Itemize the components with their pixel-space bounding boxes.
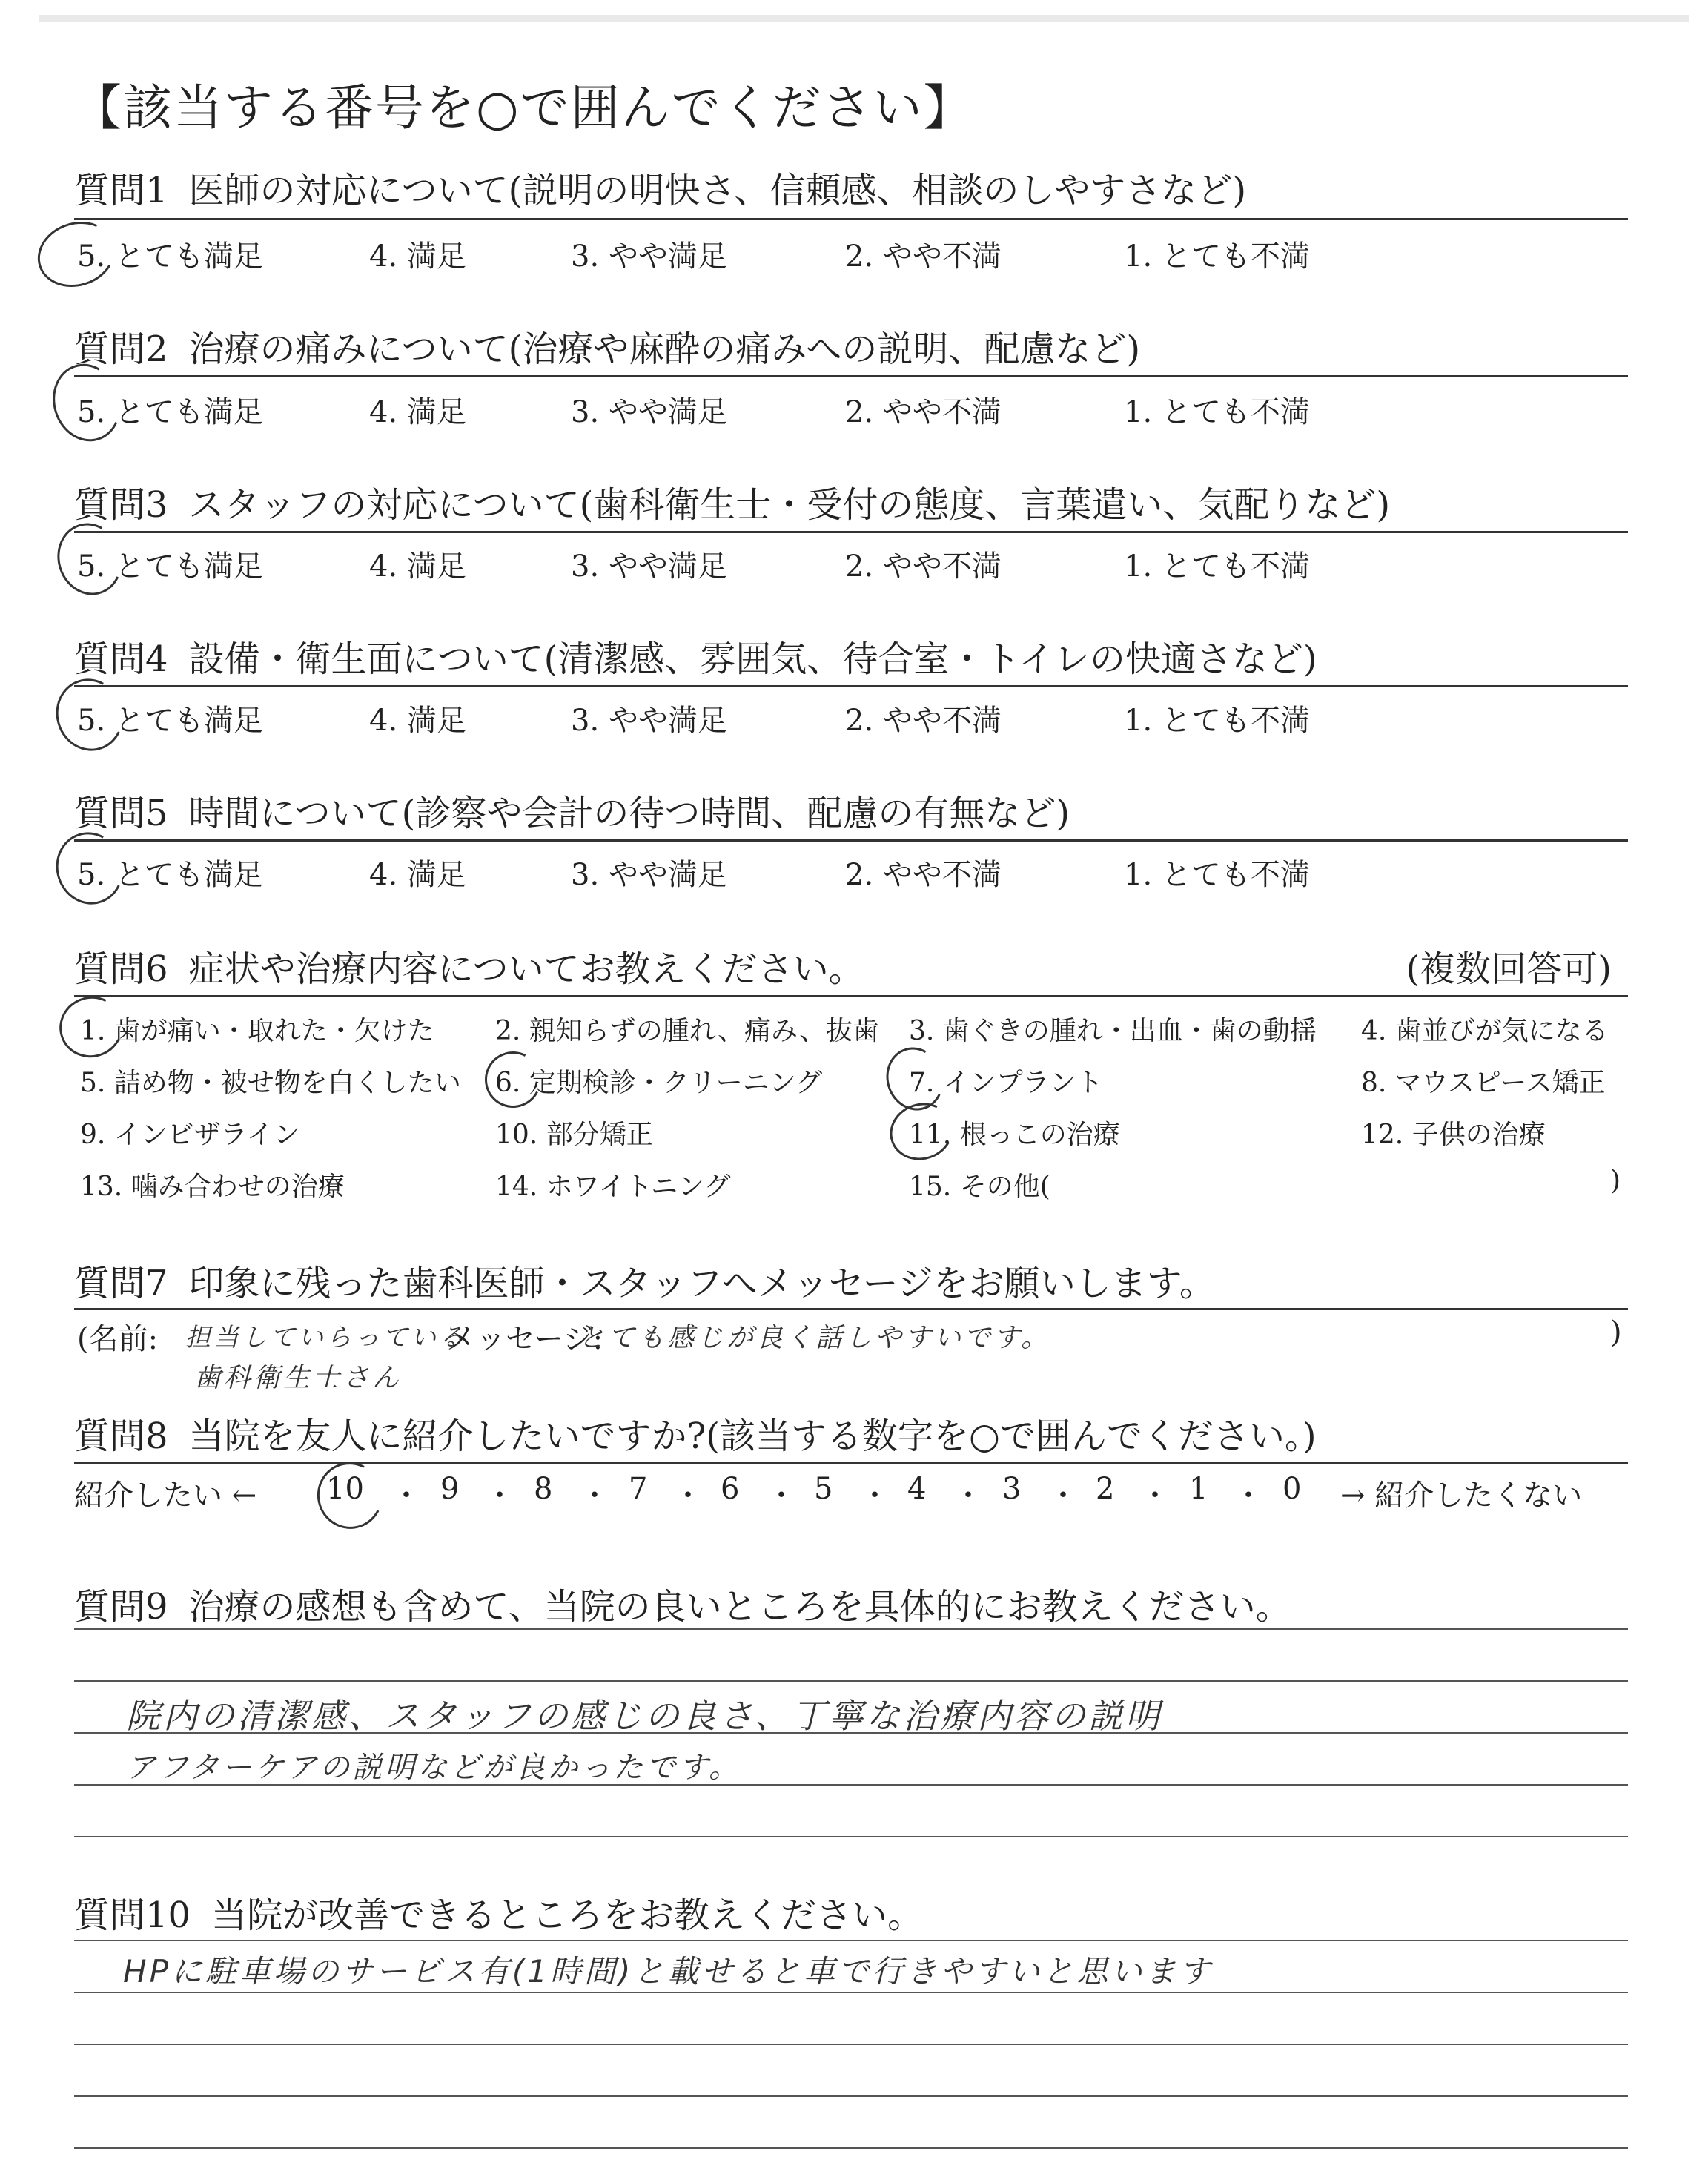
q9-answer-line-2[interactable]: アフターケアの説明などが良かったです。 — [126, 1751, 741, 1785]
q6-item-15-close: ) — [1610, 1166, 1621, 1196]
question-3-label: 質問3 — [74, 484, 168, 526]
q2-option-5[interactable]: 5. とても満足 — [77, 395, 263, 429]
q7-name-handwriting: 担当していらっている — [185, 1323, 467, 1353]
scale-dot: ・ — [953, 1479, 983, 1513]
q5-option-4[interactable]: 4. 満足 — [369, 858, 466, 892]
scale-dot: ・ — [580, 1479, 609, 1513]
question-5-title — [74, 785, 1070, 836]
answer-line — [74, 1680, 1628, 1682]
q4-option-4[interactable]: 4. 満足 — [369, 704, 466, 738]
q8-scale-8[interactable]: 8 — [534, 1472, 553, 1506]
q8-scale-1[interactable]: 1 — [1189, 1472, 1208, 1506]
q8-scale-5[interactable]: 5 — [814, 1472, 833, 1506]
question-8-title — [74, 1407, 1317, 1459]
scale-dot: ・ — [860, 1479, 890, 1513]
question-2-title — [74, 320, 1140, 371]
scale-dot: ・ — [1140, 1479, 1170, 1513]
q8-left-label: 紹介したい ← — [74, 1479, 257, 1513]
q3-option-5[interactable]: 5. とても満足 — [77, 549, 263, 584]
question-6-label: 質問6 — [74, 948, 168, 990]
question-8-label: 質問8 — [74, 1416, 168, 1457]
question-7-title — [74, 1255, 1215, 1306]
question-10-title — [74, 1886, 923, 1938]
q8-scale-10[interactable]: 10 — [326, 1472, 364, 1506]
question-8-text: 当院を友人に紹介したいですか?(該当する数字を○で囲んでください。) — [188, 1416, 1317, 1457]
scale-dot: ・ — [485, 1479, 514, 1513]
q6-item-12[interactable]: 12. 子供の治療 — [1361, 1120, 1546, 1150]
q4-option-2[interactable]: 2. やや不満 — [845, 704, 1002, 738]
q7-name-handwriting-2: 歯科衛生士さん — [194, 1363, 403, 1393]
q2-option-1[interactable]: 1. とても不満 — [1124, 395, 1310, 429]
question-7-text: 印象に残った歯科医師・スタッフへメッセージをお願いします。 — [188, 1263, 1215, 1304]
q8-scale-3[interactable]: 3 — [1002, 1472, 1022, 1506]
q6-item-15[interactable]: 15. その他( — [909, 1172, 1050, 1202]
answer-line — [74, 2044, 1628, 2045]
q7-message-handwriting[interactable]: とても感じが良く話しやすいです。 — [578, 1323, 1051, 1353]
question-6-rule — [74, 995, 1628, 997]
answer-line — [74, 1836, 1628, 1837]
q8-scale-0[interactable]: 0 — [1282, 1472, 1302, 1506]
question-1-title — [74, 162, 1246, 213]
question-1-label: 質問1 — [74, 170, 168, 211]
q1-option-3[interactable]: 3. やや満足 — [571, 240, 727, 274]
question-4-text: 設備・衛生面について(清潔感、雰囲気、待合室・トイレの快適さなど) — [188, 638, 1317, 680]
q3-option-2[interactable]: 2. やや不満 — [845, 549, 1002, 584]
q6-item-5[interactable]: 5. 詰め物・被せ物を白くしたい — [80, 1068, 461, 1098]
q5-option-5[interactable]: 5. とても満足 — [77, 858, 263, 892]
question-3-rule — [74, 531, 1628, 533]
question-8-rule — [74, 1462, 1628, 1464]
q8-scale-4[interactable]: 4 — [907, 1472, 927, 1506]
q2-option-4[interactable]: 4. 満足 — [369, 395, 466, 429]
question-5-text: 時間について(診察や会計の待つ時間、配慮の有無など) — [188, 793, 1070, 834]
q6-item-9[interactable]: 9. インビザライン — [80, 1120, 300, 1150]
q4-option-1[interactable]: 1. とても不満 — [1124, 704, 1310, 738]
answer-line — [74, 1940, 1628, 1941]
question-5-rule — [74, 839, 1628, 842]
q6-item-13[interactable]: 13. 噛み合わせの治療 — [80, 1172, 345, 1202]
q10-answer-line-1[interactable]: HPに駐車場のサービス有(1時間)と載せると車で行きやすいと思います — [123, 1953, 1214, 1989]
q6-item-3[interactable]: 3. 歯ぐきの腫れ・出血・歯の動揺 — [909, 1016, 1317, 1046]
q6-item-2[interactable]: 2. 親知らずの腫れ、痛み、抜歯 — [495, 1016, 880, 1046]
scale-dot: ・ — [767, 1479, 796, 1513]
scan-top-edge — [39, 15, 1689, 22]
question-7-rule — [74, 1308, 1628, 1310]
question-3-text: スタッフの対応について(歯科衛生士・受付の態度、言葉遣い、気配りなど) — [188, 484, 1391, 526]
question-9-title — [74, 1578, 1291, 1629]
question-1-rule — [74, 218, 1628, 220]
question-4-label: 質問4 — [74, 638, 168, 680]
q5-option-2[interactable]: 2. やや不満 — [845, 858, 1002, 892]
q8-right-label: → 紹介したくない — [1340, 1479, 1583, 1513]
q3-option-3[interactable]: 3. やや満足 — [571, 549, 727, 584]
question-4-title — [74, 630, 1317, 681]
q2-option-3[interactable]: 3. やや満足 — [571, 395, 727, 429]
scale-dot: ・ — [1234, 1479, 1263, 1513]
q1-option-4[interactable]: 4. 満足 — [369, 240, 466, 274]
q5-option-3[interactable]: 3. やや満足 — [571, 858, 727, 892]
question-7-label: 質問7 — [74, 1263, 168, 1304]
q1-option-5[interactable]: 5. とても満足 — [77, 240, 263, 274]
question-3-title — [74, 476, 1390, 527]
q6-item-10[interactable]: 10. 部分矯正 — [495, 1120, 653, 1150]
question-6-title — [74, 940, 864, 991]
question-2-label: 質問2 — [74, 328, 168, 370]
q1-option-2[interactable]: 2. やや不満 — [845, 240, 1002, 274]
q6-item-1[interactable]: 1. 歯が痛い・取れた・欠けた — [80, 1016, 434, 1046]
q6-item-4[interactable]: 4. 歯並びが気になる — [1361, 1016, 1609, 1046]
q6-item-7[interactable]: 7. インプラント — [909, 1068, 1103, 1098]
q8-scale-9[interactable]: 9 — [440, 1472, 460, 1506]
q7-message-label: メッセージ: — [446, 1322, 603, 1356]
q3-option-4[interactable]: 4. 満足 — [369, 549, 466, 584]
q7-close-paren: ) — [1610, 1315, 1622, 1350]
q6-item-8[interactable]: 8. マウスピース矯正 — [1361, 1068, 1606, 1098]
q3-option-1[interactable]: 1. とても不満 — [1124, 549, 1310, 584]
q1-option-1[interactable]: 1. とても不満 — [1124, 240, 1310, 274]
q6-item-11[interactable]: 11. 根っこの治療 — [909, 1120, 1120, 1150]
q9-answer-line-1[interactable]: 院内の清潔感、スタッフの感じの良さ、丁寧な治療内容の説明 — [126, 1696, 1163, 1736]
q6-item-14[interactable]: 14. ホワイトニング — [495, 1172, 731, 1202]
question-9-label: 質問9 — [74, 1586, 168, 1628]
answer-line — [74, 2095, 1628, 2097]
multiple-answer-note: (複数回答可) — [1406, 948, 1612, 990]
scale-dot: ・ — [1048, 1479, 1078, 1513]
q8-scale-7[interactable]: 7 — [629, 1472, 648, 1506]
question-2-text: 治療の痛みについて(治療や麻酔の痛みへの説明、配慮など) — [188, 328, 1141, 370]
question-9-text: 治療の感想も含めて、当院の良いところを具体的にお教えください。 — [188, 1586, 1291, 1628]
question-2-rule — [74, 375, 1628, 377]
question-1-text: 医師の対応について(説明の明快さ、信頼感、相談のしやすさなど) — [188, 170, 1247, 211]
q4-option-3[interactable]: 3. やや満足 — [571, 704, 727, 738]
q2-option-2[interactable]: 2. やや不満 — [845, 395, 1002, 429]
scale-dot: ・ — [391, 1479, 421, 1513]
question-4-rule — [74, 685, 1628, 687]
q4-option-5[interactable]: 5. とても満足 — [77, 704, 263, 738]
answer-line — [74, 1628, 1628, 1630]
q5-option-1[interactable]: 1. とても不満 — [1124, 858, 1310, 892]
answer-line — [74, 2147, 1628, 2149]
page-heading: 【該当する番号を○で囲んでください】 — [73, 79, 974, 136]
q6-item-6[interactable]: 6. 定期検診・クリーニング — [495, 1068, 823, 1098]
scale-dot: ・ — [673, 1479, 703, 1513]
question-6-text: 症状や治療内容についてお教えください。 — [188, 948, 864, 990]
question-5-label: 質問5 — [74, 793, 168, 834]
answer-line — [74, 1992, 1628, 1993]
question-10-label: 質問10 — [74, 1895, 191, 1936]
q7-name-prefix: (名前: — [77, 1322, 159, 1356]
q8-scale-6[interactable]: 6 — [721, 1472, 740, 1506]
q8-scale-2[interactable]: 2 — [1096, 1472, 1115, 1506]
question-10-text: 当院が改善できるところをお教えください。 — [211, 1895, 924, 1936]
